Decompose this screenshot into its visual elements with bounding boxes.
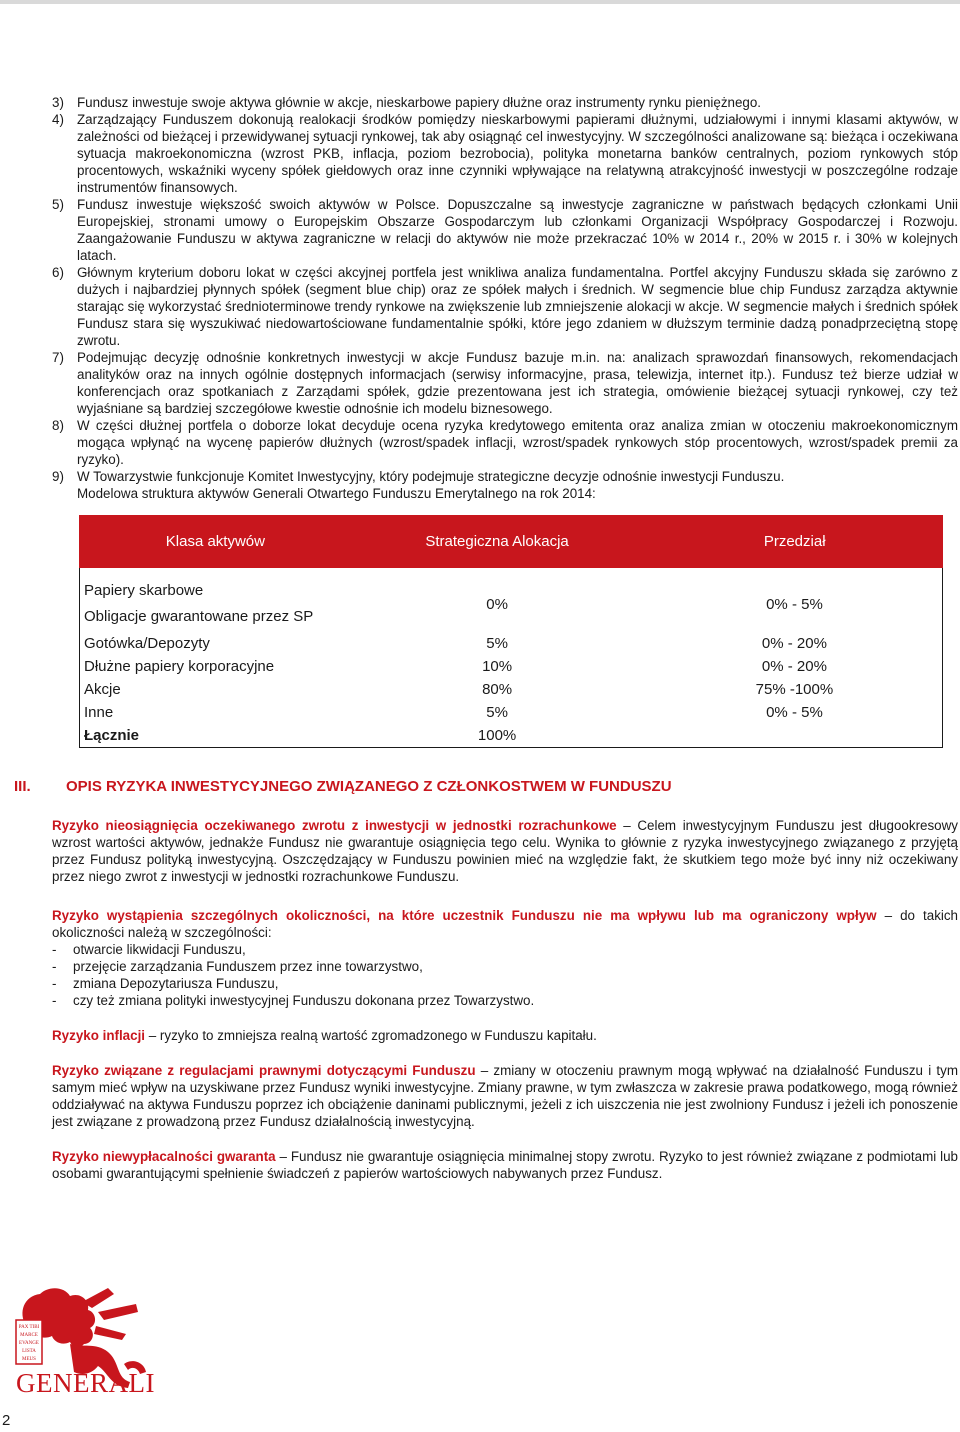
- list-item: [52, 264, 958, 349]
- asset-class-cell: Gotówka/Depozyty: [84, 635, 210, 652]
- list-item: [52, 111, 958, 196]
- header-range: Przedział: [647, 516, 943, 568]
- list-number: 8): [52, 418, 64, 433]
- risk-text: – do takich okoliczności należą w szczególności:: [52, 907, 959, 940]
- risk-title: Ryzyko niewypłacalności gwaranta: [52, 1148, 276, 1164]
- page-number: 2: [2, 1412, 11, 1429]
- list-number: 7): [52, 350, 64, 365]
- table-row: [80, 632, 943, 655]
- risk-text: – Fundusz nie gwarantuje osiągnięcia minimalnej stopy zwrotu. Ryzyko to jest również związane z podmiotami lub osobami gwarantującymi spełnienie świadczeń z papierów wartościowych nabywanych przez Fundusz.: [52, 1148, 958, 1181]
- risk-paragraph: [52, 1148, 958, 1182]
- list-item: [52, 196, 958, 264]
- asset-class-cell: Akcje: [84, 681, 121, 698]
- bullet-item: [52, 958, 958, 975]
- risk-paragraph: [52, 1062, 958, 1130]
- range-cell: 75% -100%: [755, 681, 834, 698]
- table-row: [80, 701, 943, 724]
- header-asset-class: Klasa aktywów: [80, 516, 348, 568]
- table-row: [80, 678, 943, 701]
- list-number: 4): [52, 112, 64, 127]
- allocation-cell: 5%: [486, 635, 508, 652]
- header-strategic-allocation: Strategiczna Alokacja: [347, 516, 647, 568]
- bullet-item: [52, 975, 958, 992]
- range-cell: 0% - 5%: [766, 704, 823, 721]
- asset-class-cell: [80, 568, 348, 633]
- list-text: W Towarzystwie funkcjonuje Komitet Inwestycyjny, który podejmuje strategiczne decyzje odnośnie inwestycji Funduszu.: [77, 469, 785, 484]
- risk-text: – zmiany w otoczeniu prawnym mogą wpływać na działalność Funduszu i tym samym mieć wpływ na uzyskiwane przez Fundusz wyniki inwestycyjne. Zmiany prawne, w tym zwłaszcza w zakresie prawa podatkowego, mogą również oddziaływać na aktywa Funduszu poprzez ich obciążenie daninami publicznymi, jeżeli z ich uiszczenia nie jest zwolniony Fundusz i jeżeli ich ponoszenie jest związane z prowadzoną przez Fundusz działalnością inwestycyjną.: [52, 1062, 958, 1129]
- list-number: 9): [52, 469, 64, 484]
- list-number: 5): [52, 197, 64, 212]
- section-title: OPIS RYZYKA INWESTYCYJNEGO ZWIĄZANEGO Z CZŁONKOSTWEM W FUNDUSZU: [66, 777, 672, 795]
- list-text: W części dłużnej portfela o doborze lokat decyduje ocena ryzyka kredytowego emitenta oraz analiza zmian w otoczeniu makroekonomicznym mogąca wpłynąć na wycenę papierów dłużnych (wzrost/spadek inflacji, wzrost/spadek rynkowych stóp procentowych, wzrost/spadek premii za ryzyko).: [77, 418, 958, 467]
- list-text: Podejmując decyzję odnośnie konkretnych inwestycji w akcje Fundusz bazuje m.in. na: analizach sprawozdań finansowych, rekomendacjach analityków oraz na innych ogólnie dostępnych informacjach (serwisy informacyjne, prasa, telewizja, internet itp.). Fundusz też bierze udział w konferencjach oraz spotkaniach z Zarządami spółek, gdzie prezentowana jest ich strategia, omówienie bieżącej sytuacji rynkowej, czy też wyjaśniane są bardziej szczegółowe kwestie odnośnie ich modelu biznesowego.: [77, 350, 958, 416]
- allocation-cell: 5%: [486, 704, 508, 721]
- list-text: Głównym kryterium doboru lokat w części akcyjnej portfela jest wnikliwa analiza fundamentalna. Portfel akcyjny Funduszu składa się zarówno z dużych i najbardziej płynnych spółek (segment blue chip) oraz ze spółek małych i średnich. W segmencie blue chip Fundusz zarządza aktywnie starając się wykorzystać średnioterminowe trendy rynkowe na zwiększenie lub zmniejszenie alokacji w akcje. W segmencie małych i średnich spółek Fundusz stara się wyszukiwać niedowartościowane fundamentalnie spółki, które jego zdaniem w dłuższym terminie dadzą ponadprzeciętną stopę zwrotu.: [77, 265, 958, 348]
- bullet-dash: -: [52, 975, 57, 991]
- list-item: [52, 349, 958, 417]
- table-row: [80, 655, 943, 678]
- list-number: 3): [52, 95, 64, 110]
- allocation-cell: 10%: [482, 658, 513, 675]
- svg-text:MARCE: MARCE: [20, 1333, 38, 1338]
- list-item: [52, 94, 958, 111]
- total-label: Łącznie: [84, 726, 140, 744]
- bullet-text: przejęcie zarządzania Funduszem przez inne towarzystwo,: [73, 958, 423, 974]
- list-text: Fundusz inwestuje większość swoich aktywów w Polsce. Dopuszczalne są inwestycje zagraniczne w państwach będących członkami Unii Europejskiej, stronami umowy o Europejskim Obszarze Gospodarczym lub członkami Organizacji Współpracy Gospodarczej i Rozwoju. Zaangażowanie Funduszu w aktywa zagraniczne w relacji do aktywów nie może przekraczać 10% w 2014 r., 20% w 2015 r. i 30% w kolejnych latach.: [77, 197, 958, 263]
- asset-class-cell: Dłużne papiery korporacyjne: [84, 658, 275, 675]
- list-text: Zarządzający Funduszem dokonują realokacji środków pomiędzy nieskarbowymi papierami dłużnymi, udziałowymi i innymi klasami aktywów, w zależności od bieżącej i przewidywanej sytuacji rynkowej, tak aby osiągnąć cel inwestycyjny. W szczególności analizowane są: bieżąca i oczekiwana sytuacja makroekonomiczna (wzrost PKB, inflacja, poziom bezrobocia), polityka monetarna banków centralnych, poziom rynkowych stóp procentowych, wskaźniki wyceny spółek giełdowych oraz inne czynniki wpływające na relatywną atrakcyjność inwestycji w poszczególne rodzaje instrumentów finansowych.: [77, 112, 958, 195]
- bullet-item: [52, 992, 958, 1009]
- total-allocation: 100%: [477, 726, 517, 744]
- list-item: [52, 468, 958, 485]
- bullet-dash: -: [52, 958, 57, 974]
- list-text: Fundusz inwestuje swoje aktywa głównie w akcje, nieskarbowe papiery dłużne oraz instrumenty rynku pieniężnego.: [77, 95, 762, 110]
- section-number: III.: [14, 777, 31, 795]
- table-intro: Modelowa struktura aktywów Generali Otwartego Funduszu Emerytalnego na rok 2014:: [77, 486, 596, 501]
- bullet-dash: -: [52, 992, 57, 1008]
- risk-title: Ryzyko inflacji: [52, 1027, 146, 1043]
- risk-text: – ryzyko to zmniejsza realną wartość zgromadzonego w Funduszu kapitału.: [145, 1027, 597, 1043]
- allocation-cell: 80%: [482, 681, 513, 698]
- allocation-cell: 0%: [486, 595, 508, 613]
- svg-text:PAX TIBI: PAX TIBI: [18, 1325, 40, 1330]
- bullet-text: czy też zmiana polityki inwestycyjnej Funduszu dokonana przez Towarzystwo.: [73, 992, 535, 1008]
- range-cell: 0% - 20%: [761, 635, 827, 652]
- document-body: [14, 94, 959, 1182]
- table-row: [80, 568, 943, 633]
- allocation-table: [79, 515, 943, 748]
- risk-title: Ryzyko wystąpienia szczególnych okoliczności, na które uczestnik Funduszu nie ma wpływu lub ma ograniczony wpływ: [52, 907, 877, 923]
- list-item: [52, 417, 958, 468]
- risk-paragraph: [52, 907, 958, 1009]
- range-cell: 0% - 5%: [766, 595, 823, 613]
- risk-title: Ryzyko nieosiągnięcia oczekiwanego zwrotu z inwestycji w jednostki rozrachunkowe: [52, 817, 617, 833]
- range-cell: 0% - 20%: [761, 658, 827, 675]
- svg-text:EVANGE: EVANGE: [19, 1341, 39, 1346]
- risk-title: Ryzyko związane z regulacjami prawnymi dotyczącymi Funduszu: [52, 1062, 476, 1078]
- risk-paragraph: [52, 1027, 958, 1044]
- top-border: [0, 0, 960, 4]
- risk-paragraph: [52, 817, 958, 885]
- table-header-row: [80, 516, 943, 568]
- svg-text:LISTA: LISTA: [22, 1349, 36, 1354]
- total-range: [647, 724, 943, 747]
- investment-policy-list: [52, 94, 958, 502]
- generali-wordmark: GENERALI: [16, 1368, 155, 1398]
- bullet-text: zmiana Depozytariusza Funduszu,: [73, 975, 279, 991]
- asset-class-name: Papiery skarbowe: [84, 582, 204, 599]
- asset-class-cell: Inne: [84, 704, 114, 721]
- table-total-row: [80, 724, 943, 747]
- risk-text: – Celem inwestycyjnym Funduszu jest długookresowy wzrost wartości aktywów, jednakże Fundusz nie gwarantuje osiągnięcia tego celu. Wynika to głównie z ryzyka inwestycyjnego związanego z przyjętą przez Fundusz polityką inwestycyjną. Oszczędzający w Funduszu powinien mieć na względzie fakt, że skutkiem tego może być inny niż oczekiwany przez niego zwrot z inwestycji w jednostki rozrachunkowe Funduszu.: [52, 817, 958, 884]
- bullet-dash: -: [52, 941, 57, 957]
- bullet-item: [52, 941, 958, 958]
- section-heading: [14, 778, 958, 795]
- svg-text:MEUS: MEUS: [22, 1357, 36, 1362]
- list-number: 6): [52, 265, 64, 280]
- asset-class-name: Obligacje gwarantowane przez SP: [84, 608, 314, 625]
- bullet-text: otwarcie likwidacji Funduszu,: [73, 941, 246, 957]
